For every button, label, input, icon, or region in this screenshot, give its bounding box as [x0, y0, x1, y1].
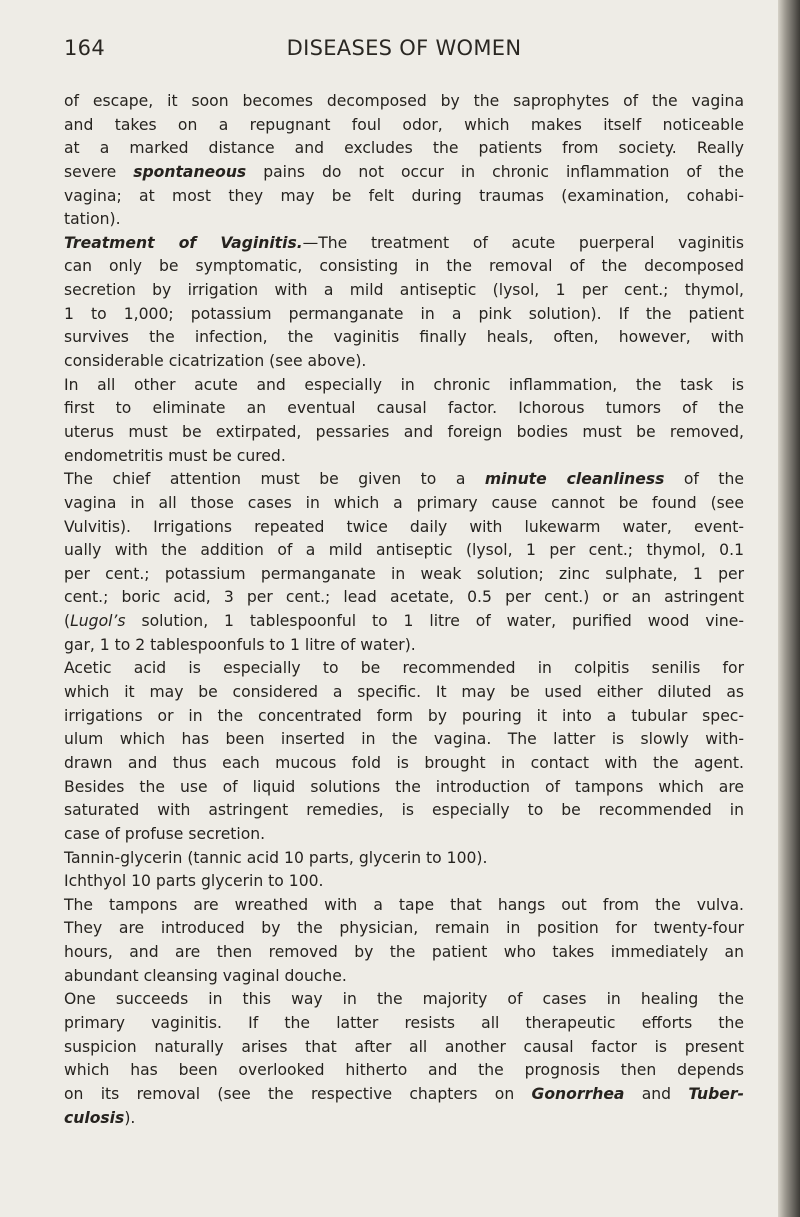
emphasis-bold-italic: minute cleanliness [484, 470, 665, 489]
text-run: which it may be considered a specific. It may be used either diluted as [64, 683, 744, 702]
text-line [64, 563, 744, 587]
text-line [64, 397, 744, 421]
text-line [64, 374, 744, 398]
page-header [64, 36, 744, 66]
text-run: Acetic acid is especially to be recommended in colpitis senilis for [64, 659, 744, 678]
text-run: Besides the use of liquid solutions the introduction of tampons which are [64, 777, 744, 796]
text-run: solution, 1 tablespoonful to 1 litre of water, purified wood vine- [125, 612, 744, 631]
text-line [64, 539, 744, 563]
text-run: case of profuse secretion. [64, 824, 266, 843]
text-run: of the [664, 470, 744, 489]
emphasis-italic: Lugol’s [70, 612, 126, 631]
text-run: They are introduced by the physician, remain in position for twenty-four [64, 919, 744, 938]
text-line [64, 965, 744, 989]
text-line [64, 610, 744, 634]
emphasis-bold-italic: Treatment of Vaginitis. [64, 233, 303, 252]
text-run: secretion by irrigation with a mild antiseptic (lysol, 1 per cent.; thymol, [64, 281, 744, 300]
text-line [64, 279, 744, 303]
text-run: can only be symptomatic, consisting in the removal of the decomposed [64, 257, 744, 276]
text-line [64, 681, 744, 705]
text-line [64, 232, 744, 256]
text-line [64, 1059, 744, 1083]
text-line [64, 894, 744, 918]
text-run: tation). [64, 210, 121, 229]
emphasis-bold-italic: spontaneous [133, 162, 247, 181]
text-run: ( [64, 612, 71, 631]
text-line [64, 634, 744, 658]
text-run: and [624, 1084, 689, 1103]
text-run: endometritis must be cured. [64, 446, 286, 465]
text-run: ulum which has been inserted in the vagina. The latter is slowly with- [64, 730, 744, 749]
text-line [64, 1083, 744, 1107]
text-line [64, 137, 744, 161]
text-line [64, 208, 744, 232]
text-line [64, 255, 744, 279]
text-line [64, 823, 744, 847]
text-run: of escape, it soon becomes decomposed by the saprophytes of the vagina [64, 92, 744, 110]
text-run: abundant cleansing vaginal douche. [64, 966, 347, 985]
text-run: on its removal (see the respective chapters on [64, 1084, 532, 1103]
text-line [64, 1036, 744, 1060]
text-line [64, 114, 744, 138]
text-line [64, 799, 744, 823]
text-run: suspicion naturally arises that after all another causal factor is present [64, 1037, 744, 1056]
text-line [64, 185, 744, 209]
text-run: In all other acute and especially in chronic inflammation, the task is [64, 375, 744, 394]
text-run: The tampons are wreathed with a tape that hangs out from the vulva. [64, 895, 744, 914]
text-line [64, 303, 744, 327]
text-line [64, 161, 744, 185]
text-run: vagina; at most they may be felt during traumas (examination, cohabi- [64, 186, 744, 205]
text-line [64, 847, 744, 871]
text-run: per cent.; potassium permanganate in weak solution; zinc sulphate, 1 per [64, 564, 744, 583]
text-run: and takes on a repugnant foul odor, which makes itself noticeable [64, 115, 744, 134]
page-edge-shadow [778, 0, 800, 1217]
text-line [64, 90, 744, 114]
text-line [64, 326, 744, 350]
page-number: 164 [64, 36, 105, 60]
text-run: which has been overlooked hitherto and the prognosis then depends [64, 1061, 744, 1080]
emphasis-bold-italic: culosis [64, 1108, 125, 1127]
text-line [64, 492, 744, 516]
text-line [64, 421, 744, 445]
text-line [64, 728, 744, 752]
emphasis-bold-italic: Gonorrhea [531, 1084, 625, 1103]
text-line [64, 468, 744, 492]
text-run: at a marked distance and excludes the patients from society. Really [64, 139, 744, 158]
text-run: considerable cicatrization (see above). [64, 352, 367, 371]
text-line [64, 988, 744, 1012]
text-line [64, 941, 744, 965]
text-run: 1 to 1,000; potassium permanganate in a pink solution). If the patient [64, 304, 744, 323]
text-line [64, 586, 744, 610]
text-run: pains do not occur in chronic inflammation of the [246, 162, 744, 181]
text-line [64, 516, 744, 540]
text-run: The chief attention must be given to a [64, 470, 485, 489]
text-run: drawn and thus each mucous fold is brought in contact with the agent. [64, 753, 744, 772]
text-line [64, 350, 744, 374]
text-line [64, 445, 744, 469]
text-line [64, 705, 744, 729]
running-title: DISEASES OF WOMEN [286, 36, 522, 60]
text-line [64, 917, 744, 941]
text-run: severe [64, 162, 134, 181]
text-run: One succeeds in this way in the majority of cases in healing the [64, 990, 744, 1009]
text-line [64, 1012, 744, 1036]
text-run: uterus must be extirpated, pessaries and foreign bodies must be removed, [64, 422, 744, 441]
text-run: Ichthyol 10 parts glycerin to 100. [64, 872, 324, 891]
text-line [64, 657, 744, 681]
text-run: survives the infection, the vaginitis finally heals, often, however, with [64, 328, 744, 347]
text-run: Vulvitis). Irrigations repeated twice daily with lukewarm water, event- [64, 517, 744, 536]
text-line [64, 752, 744, 776]
text-run: hours, and are then removed by the patient who takes immediately an [64, 943, 744, 962]
emphasis-bold-italic: Tuber- [688, 1084, 744, 1103]
text-run: ). [124, 1108, 136, 1127]
text-run: irrigations or in the concentrated form by pouring it into a tubular spec- [64, 706, 744, 725]
text-run: cent.; boric acid, 3 per cent.; lead acetate, 0.5 per cent.) or an astringent [64, 588, 744, 607]
text-run: ually with the addition of a mild antiseptic (lysol, 1 per cent.; thymol, 0.1 [64, 541, 744, 560]
text-line [64, 776, 744, 800]
text-run: vagina in all those cases in which a primary cause cannot be found (see [64, 493, 744, 512]
text-run: Tannin-glycerin (tannic acid 10 parts, glycerin to 100). [64, 848, 488, 867]
text-line [64, 1107, 744, 1131]
text-run: first to eliminate an eventual causal factor. Ichorous tumors of the [64, 399, 744, 418]
text-run: gar, 1 to 2 tablespoonfuls to 1 litre of water). [64, 635, 416, 654]
text-line [64, 870, 744, 894]
text-run: saturated with astringent remedies, is especially to be recommended in [64, 801, 744, 820]
text-run: —The treatment of acute puerperal vaginitis [302, 233, 744, 252]
text-run: primary vaginitis. If the latter resists all therapeutic efforts the [64, 1013, 744, 1032]
body-text [64, 90, 744, 1130]
